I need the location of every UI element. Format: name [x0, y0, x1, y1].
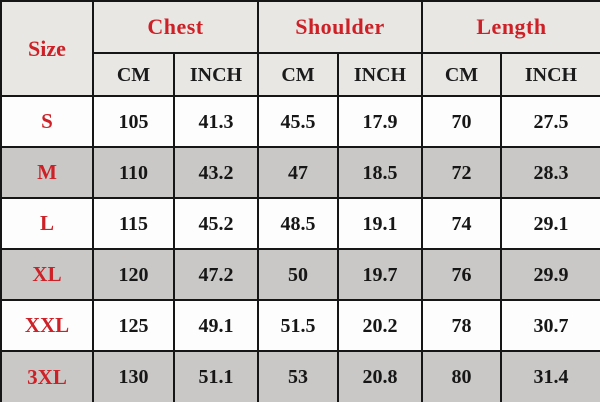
length-inch-value: 27.5 — [501, 96, 600, 147]
length-inch-value: 30.7 — [501, 300, 600, 351]
shoulder-cm-value: 47 — [258, 147, 338, 198]
chest-cm-value: 130 — [93, 351, 174, 402]
shoulder-cm-value: 51.5 — [258, 300, 338, 351]
chest-cm-value: 115 — [93, 198, 174, 249]
chest-inch-value: 47.2 — [174, 249, 258, 300]
chest-inch-value: 45.2 — [174, 198, 258, 249]
size-label: M — [1, 147, 93, 198]
table-row-l — [1, 198, 600, 249]
shoulder-inch-value: 19.1 — [338, 198, 422, 249]
shoulder-inch-value: 20.2 — [338, 300, 422, 351]
size-label: L — [1, 198, 93, 249]
length-cm-value: 80 — [422, 351, 501, 402]
length-cm-header: CM — [422, 53, 501, 96]
length-cm-value: 72 — [422, 147, 501, 198]
chest-inch-header: INCH — [174, 53, 258, 96]
length-inch-value: 28.3 — [501, 147, 600, 198]
size-column-header: Size — [1, 1, 93, 96]
chest-cm-value: 120 — [93, 249, 174, 300]
chest-inch-value: 51.1 — [174, 351, 258, 402]
shoulder-cm-header: CM — [258, 53, 338, 96]
chest-inch-value: 43.2 — [174, 147, 258, 198]
chest-cm-value: 125 — [93, 300, 174, 351]
chest-inch-value: 41.3 — [174, 96, 258, 147]
length-inch-value: 29.9 — [501, 249, 600, 300]
table-row-xxl — [1, 300, 600, 351]
group-header-row — [1, 1, 600, 53]
table-row-m — [1, 147, 600, 198]
shoulder-inch-value: 20.8 — [338, 351, 422, 402]
chest-inch-value: 49.1 — [174, 300, 258, 351]
shoulder-inch-value: 18.5 — [338, 147, 422, 198]
shoulder-inch-header: INCH — [338, 53, 422, 96]
chest-cm-value: 110 — [93, 147, 174, 198]
chest-group-header: Chest — [93, 1, 258, 53]
shoulder-group-header: Shoulder — [258, 1, 422, 53]
shoulder-cm-value: 45.5 — [258, 96, 338, 147]
size-label: S — [1, 96, 93, 147]
length-cm-value: 70 — [422, 96, 501, 147]
size-label: 3XL — [1, 351, 93, 402]
length-cm-value: 76 — [422, 249, 501, 300]
length-group-header: Length — [422, 1, 600, 53]
length-inch-header: INCH — [501, 53, 600, 96]
shoulder-cm-value: 48.5 — [258, 198, 338, 249]
table-row-s — [1, 96, 600, 147]
length-inch-value: 31.4 — [501, 351, 600, 402]
shoulder-cm-value: 50 — [258, 249, 338, 300]
chest-cm-header: CM — [93, 53, 174, 96]
length-cm-value: 78 — [422, 300, 501, 351]
chest-cm-value: 105 — [93, 96, 174, 147]
table-row-xl — [1, 249, 600, 300]
shoulder-inch-value: 17.9 — [338, 96, 422, 147]
shoulder-inch-value: 19.7 — [338, 249, 422, 300]
length-cm-value: 74 — [422, 198, 501, 249]
table-row-3xl — [1, 351, 600, 402]
size-label: XL — [1, 249, 93, 300]
size-label: XXL — [1, 300, 93, 351]
length-inch-value: 29.1 — [501, 198, 600, 249]
shoulder-cm-value: 53 — [258, 351, 338, 402]
